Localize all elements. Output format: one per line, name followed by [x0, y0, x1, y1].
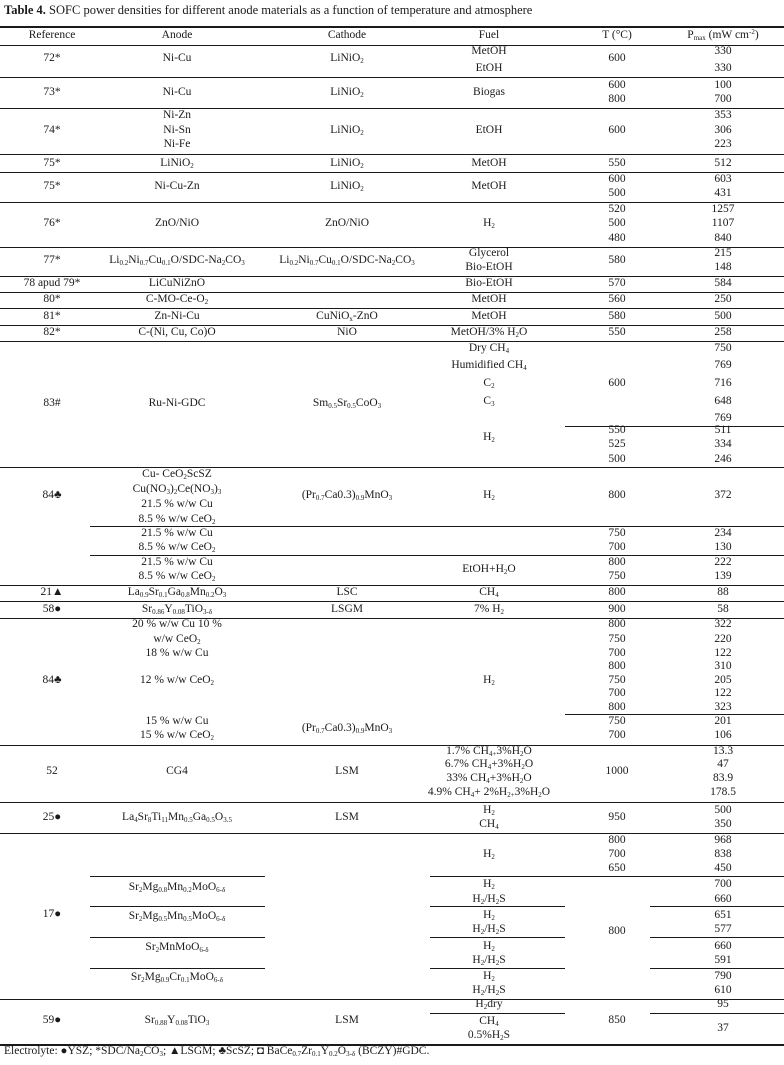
anode-cell: $C-MO-Ce-O_2$ [145, 293, 209, 306]
rule-line [0, 77, 784, 78]
rule-line [0, 618, 784, 619]
rule-line [90, 876, 265, 877]
temperature-cell: 600 [608, 377, 626, 389]
rule-line [0, 802, 784, 803]
power-density-cell: 512 [714, 157, 732, 169]
power-density-cell: 258 [714, 326, 732, 338]
reference-cell: 80* [43, 293, 61, 305]
rule-line [0, 247, 784, 248]
power-density-cell: 700 [714, 878, 732, 890]
anode-cell: CG4 [166, 765, 188, 777]
rule-line [650, 937, 784, 938]
power-density-cell: 603 [714, 173, 732, 185]
cathode-cell: LiNiO$_2$ [330, 86, 364, 99]
temperature-cell: 800 [608, 489, 626, 501]
temperature-cell: 600 [608, 79, 626, 91]
temperature-cell: 700 [608, 541, 626, 553]
power-density-cell: 148 [714, 261, 732, 273]
anode-cell: Ni-Zn [162, 109, 192, 121]
cathode-cell: LiNiO$_2$ [330, 180, 364, 193]
fuel-cell: MetOH [471, 157, 507, 169]
temperature-cell: 560 [608, 293, 626, 305]
table-footnote: Electrolyte: ●YSZ; $*SDC/Na_2CO_3$; ▲LSGM; ♣ScSZ; ◘ $BaCe_{0.7}Zr_{0.1}Y_{0.2}O_{3-\delta}$ (BCZY)#GDC. [4, 1045, 430, 1058]
cathode-cell: LSGM [331, 603, 363, 615]
fuel-cell: $H_2$ [483, 674, 495, 687]
power-density-cell: 250 [714, 293, 732, 305]
rule-line [0, 745, 784, 746]
reference-cell: 82* [43, 326, 61, 338]
reference-cell: 78 apud 79* [23, 277, 81, 289]
fuel-cell: Biogas [473, 86, 505, 98]
column-header: Reference [28, 29, 76, 41]
fuel-cell: $H_2$ [483, 848, 495, 861]
reference-cell: 81* [43, 310, 61, 322]
power-density-cell: 769 [714, 359, 732, 371]
rule-line [90, 555, 784, 556]
fuel-cell: Bio-EtOH [465, 277, 513, 289]
rule-line [0, 467, 784, 468]
anode-cell: 21.5 % w/w Cu [141, 556, 213, 568]
cathode-cell: NiO [337, 326, 357, 338]
rule-line [650, 906, 784, 907]
temperature-cell: 580 [608, 254, 626, 266]
fuel-cell: $H_2$ [483, 970, 495, 983]
cathode-cell: LSM [335, 1014, 359, 1026]
power-density-cell: 651 [714, 909, 732, 921]
reference-cell: 75* [43, 157, 61, 169]
power-density-cell: 838 [714, 848, 732, 860]
fuel-cell: $H_2$ [483, 878, 495, 891]
anode-cell: Ni-Cu [162, 52, 192, 64]
rule-line [90, 906, 265, 907]
anode-cell: $Cu(NO_3)_2Ce(NO_3)_3$ [132, 483, 222, 496]
temperature-cell: 650 [608, 862, 626, 874]
anode-cell: Ni-Fe [163, 138, 191, 150]
fuel-cell: $0.5\%H_2S$ [467, 1029, 511, 1042]
cathode-cell: $(Pr_{0.7}Ca0.3)_{0.9}MnO_3$ [301, 489, 393, 502]
reference-cell: 74* [43, 124, 61, 136]
cathode-cell: LiNiO$_2$ [330, 52, 364, 65]
power-density-cell: 201 [714, 715, 732, 727]
temperature-cell: 750 [608, 527, 626, 539]
temperature-cell: 800 [608, 556, 626, 568]
anode-cell: 21.5 % w/w Cu [141, 527, 213, 539]
power-density-cell: 222 [714, 556, 732, 568]
column-header: Fuel [478, 29, 500, 41]
reference-cell: 21▲ [40, 586, 64, 598]
power-density-cell: 968 [714, 834, 732, 846]
power-density-cell: 100 [714, 79, 732, 91]
anode-cell: $Sr_2Mg_{0.5}Mn_{0.5}MoO_{6-\delta}$ [128, 910, 226, 923]
reference-cell: 73* [43, 86, 61, 98]
rule-line [90, 937, 265, 938]
fuel-cell: MetOH [471, 180, 507, 192]
power-density-cell: 648 [714, 395, 732, 407]
power-density-cell: 610 [714, 984, 732, 996]
power-density-cell: 431 [714, 187, 732, 199]
power-density-cell: 83.9 [712, 772, 734, 784]
column-header: $P_{max}$ (mW $cm^{-2}$) [687, 28, 759, 42]
column-header: Cathode [327, 29, 367, 41]
anode-cell: ZnO/NiO [154, 217, 200, 229]
power-density-cell: 500 [714, 804, 732, 816]
fuel-cell: 7% $H_2$ [473, 603, 505, 616]
anode-cell: $Sr_{0.88}Y_{0.08}TiO_3$ [144, 1014, 210, 1027]
anode-cell: Ni-Cu [162, 86, 192, 98]
temperature-cell: 480 [608, 232, 626, 244]
temperature-cell: 1000 [605, 765, 629, 777]
rule-line [0, 26, 784, 28]
power-density-cell: 769 [714, 412, 732, 424]
power-density-cell: 450 [714, 862, 732, 874]
temperature-cell: 750 [608, 674, 626, 686]
temperature-cell: 800 [608, 586, 626, 598]
rule-line [0, 45, 784, 46]
reference-cell: 58● [42, 603, 62, 615]
power-density-cell: 223 [714, 138, 732, 150]
power-density-cell: 13.3 [712, 745, 734, 757]
rule-line [0, 292, 784, 293]
rule-line [650, 1013, 784, 1014]
temperature-cell: 525 [608, 438, 626, 450]
fuel-cell: Glycerol [468, 247, 510, 259]
temperature-cell: 500 [608, 453, 626, 465]
temperature-cell: 800 [608, 660, 626, 672]
fuel-cell: MetOH/3% $H_2O$ [450, 326, 528, 339]
rule-line [0, 601, 784, 602]
cathode-cell: LSM [335, 765, 359, 777]
anode-cell: 12 % w/w CeO$_2$ [139, 674, 215, 687]
fuel-cell: $H_2/H_2S$ [472, 984, 506, 997]
power-density-cell: 88 [717, 586, 729, 598]
caption-text: SOFC power densities for different anode materials as a function of temperature and atmosphere [45, 3, 533, 17]
anode-cell: 15 % w/w Cu [145, 715, 209, 727]
caption-label: Table 4. [4, 3, 46, 17]
cathode-cell: CuNiO$_x$-ZnO [316, 310, 378, 323]
power-density-cell: 750 [714, 342, 732, 354]
power-density-cell: 310 [714, 660, 732, 672]
power-density-cell: 350 [714, 818, 732, 830]
anode-cell: LiCuNiZnO [148, 277, 206, 289]
power-density-cell: 790 [714, 970, 732, 982]
rule-line [0, 325, 784, 326]
power-density-cell: 584 [714, 277, 732, 289]
reference-cell: 59● [42, 1014, 62, 1026]
reference-cell: 77* [43, 254, 61, 266]
fuel-cell: $EtOH+H_2O$ [462, 563, 516, 576]
column-header: Anode [161, 29, 193, 41]
anode-cell: 15 % w/w CeO$_2$ [139, 729, 215, 742]
power-density-cell: 122 [714, 647, 732, 659]
rule-line [430, 937, 565, 938]
anode-cell: 8.5 % w/w CeO$_2$ [138, 570, 216, 583]
rule-line [0, 585, 784, 586]
anode-cell: $Sr_2Mg_{0.9}Cr_{0.1}MoO_{6-\delta}$ [130, 971, 224, 984]
fuel-cell: $H_2/H_2S$ [472, 954, 506, 967]
power-density-cell: 130 [714, 541, 732, 553]
column-header: T (°C) [602, 29, 632, 41]
temperature-cell: 900 [608, 603, 626, 615]
temperature-cell: 600 [608, 173, 626, 185]
anode-cell: 8.5 % w/w CeO$_2$ [138, 541, 216, 554]
reference-cell: 72* [43, 52, 61, 64]
power-density-cell: 58 [717, 603, 729, 615]
temperature-cell: 550 [608, 157, 626, 169]
anode-cell: $Sr_{0.86}Y_{0.08}TiO_{3-\delta}$ [141, 603, 213, 616]
temperature-cell: 600 [608, 52, 626, 64]
power-density-cell: 220 [714, 633, 732, 645]
power-density-cell: 660 [714, 893, 732, 905]
fuel-cell: EtOH [475, 62, 503, 74]
rule-line [430, 876, 784, 877]
fuel-cell: $H_2/H_2S$ [472, 923, 506, 936]
power-density-cell: 234 [714, 527, 732, 539]
fuel-cell: $H_2$ [483, 489, 495, 502]
fuel-cell: MetOH [471, 293, 507, 305]
power-density-cell: 591 [714, 954, 732, 966]
power-density-cell: 37 [717, 1022, 729, 1034]
fuel-cell: 1.7% $CH_{4+}3\%H_2O$ [446, 745, 532, 758]
rule-line [0, 276, 784, 277]
power-density-cell: 1107 [711, 217, 735, 229]
power-density-cell: 322 [714, 618, 732, 630]
temperature-cell: 750 [608, 570, 626, 582]
power-density-cell: 215 [714, 247, 732, 259]
rule-line [650, 968, 784, 969]
reference-cell: 17● [42, 908, 62, 920]
temperature-cell: 800 [608, 93, 626, 105]
cathode-cell: LiNiO$_2$ [330, 124, 364, 137]
anode-cell: Ru-Ni-GDC [148, 397, 206, 409]
anode-cell: $Sr_2Mg_{0.8}Mn_{0.2}MoO_{6-\delta}$ [128, 881, 226, 894]
temperature-cell: 500 [608, 217, 626, 229]
anode-cell: LiNiO$_2$ [160, 157, 194, 170]
anode-cell: Ni-Sn [163, 124, 191, 136]
fuel-cell: $H_2$ [483, 940, 495, 953]
power-density-cell: 334 [714, 438, 732, 450]
anode-cell: C-(Ni, Cu, Co)O [138, 326, 216, 338]
cathode-cell: $(Pr_{0.7}Ca0.3)_{0.9}MnO_3$ [301, 722, 393, 735]
temperature-cell: 800 [608, 925, 626, 937]
cathode-cell: LiNiO$_2$ [330, 157, 364, 170]
temperature-cell: 600 [608, 124, 626, 136]
fuel-cell: 6.7% $CH_4+3\%H_2O$ [444, 758, 534, 771]
fuel-cell: 4.9% $CH_4+ 2\%H_{2+}3\%H_2O$ [427, 786, 551, 799]
power-density-cell: 700 [714, 93, 732, 105]
anode-cell: 20 % w/w Cu 10 % [132, 618, 222, 630]
fuel-cell: $C_3$ [483, 395, 495, 408]
temperature-cell: 570 [608, 277, 626, 289]
rule-line [0, 308, 784, 309]
power-density-cell: 372 [714, 489, 732, 501]
power-density-cell: 306 [714, 124, 732, 136]
power-density-cell: 840 [714, 232, 732, 244]
power-density-cell: 500 [714, 310, 732, 322]
reference-cell: 25● [42, 811, 62, 823]
power-density-cell: 716 [714, 377, 732, 389]
temperature-cell: 520 [608, 203, 626, 215]
rule-line [430, 906, 565, 907]
temperature-cell: 700 [608, 848, 626, 860]
rule-line [430, 1013, 565, 1014]
fuel-cell: $H_2$ [483, 804, 495, 817]
reference-cell: 52 [46, 765, 58, 777]
power-density-cell: 205 [714, 674, 732, 686]
rule-line [0, 341, 784, 342]
rule-line [0, 172, 784, 173]
temperature-cell: 800 [608, 701, 626, 713]
temperature-cell: 550 [608, 424, 626, 436]
power-density-cell: 95 [717, 998, 729, 1010]
temperature-cell: 950 [608, 811, 626, 823]
fuel-cell: $CH_4$ [479, 818, 499, 831]
fuel-cell: Bio-EtOH [465, 261, 513, 273]
rule-line [0, 999, 784, 1000]
power-density-cell: 178.5 [710, 786, 736, 798]
rule-line [90, 968, 265, 969]
power-density-cell: 330 [714, 45, 732, 57]
temperature-cell: 700 [608, 729, 626, 741]
rule-line [0, 833, 784, 834]
fuel-cell: $H_2$ [483, 431, 495, 444]
temperature-cell: 800 [608, 618, 626, 630]
temperature-cell: 750 [608, 715, 626, 727]
fuel-cell: MetOH [471, 310, 507, 322]
anode-cell: Ni-Cu-Zn [154, 180, 200, 192]
rule-line [0, 108, 784, 109]
fuel-cell: $CH_4$ [479, 586, 499, 599]
temperature-cell: 750 [608, 633, 626, 645]
reference-cell: 75* [43, 180, 61, 192]
fuel-cell: $H_2$ [483, 909, 495, 922]
rule-line [430, 968, 565, 969]
anode-cell: $Li_{0.2}Ni_{0.7}Cu_{0.1}O/SDC-Na_2CO_3$ [109, 254, 245, 267]
rule-line [565, 426, 784, 427]
power-density-cell: 323 [714, 701, 732, 713]
power-density-cell: 139 [714, 570, 732, 582]
cathode-cell: $Sm_{0.5}Sr_{0.5}CoO_3$ [312, 397, 382, 410]
power-density-cell: 353 [714, 109, 732, 121]
reference-cell: 84♣ [42, 489, 62, 501]
power-density-cell: 106 [714, 729, 732, 741]
temperature-cell: 550 [608, 326, 626, 338]
power-density-cell: 577 [714, 923, 732, 935]
reference-cell: 76* [43, 217, 61, 229]
fuel-cell: 33% $CH_4+3\%H_2O$ [446, 772, 532, 785]
anode-cell: Zn-Ni-Cu [154, 310, 200, 322]
anode-cell: 8.5 % w/w CeO$_2$ [138, 513, 216, 526]
power-density-cell: 47 [717, 758, 729, 770]
cathode-cell: LSC [336, 586, 358, 598]
fuel-cell: $H_2/H_2S$ [472, 893, 506, 906]
temperature-cell: 500 [608, 187, 626, 199]
anode-cell: w/w CeO$_2$ [153, 633, 201, 646]
cathode-cell: ZnO/NiO [324, 217, 370, 229]
fuel-cell: MetOH [471, 45, 507, 57]
temperature-cell: 800 [608, 834, 626, 846]
power-density-cell: 122 [714, 687, 732, 699]
reference-cell: 83# [43, 397, 61, 409]
fuel-cell: Dry $CH_4$ [468, 342, 510, 355]
fuel-cell: $C_2$ [483, 377, 495, 390]
anode-cell: $Sr_2MnMoO_{6-\delta}$ [145, 941, 209, 954]
rule-line [565, 714, 784, 715]
rule-line [0, 154, 784, 155]
anode-cell: Cu- CeO$_2$ScSZ [142, 468, 212, 481]
rule-line [90, 526, 784, 527]
cathode-cell: $Li_{0.2}Ni_{0.7}Cu_{0.1}O/SDC-Na_2CO_3$ [279, 254, 415, 267]
rule-line [0, 202, 784, 203]
anode-cell: $La_{0.9}Sr_{0.1}Ga_{0.8}Mn_{0.2}O_3$ [127, 586, 227, 599]
fuel-cell: $H_2dry$ [475, 998, 503, 1011]
fuel-cell: $H_2$ [483, 217, 495, 230]
fuel-cell: EtOH [475, 124, 503, 136]
temperature-cell: 700 [608, 647, 626, 659]
power-density-cell: 511 [714, 424, 732, 436]
cathode-cell: LSM [335, 811, 359, 823]
anode-cell: $La_4Sr_8Ti_{11}Mn_{0.5}Ga_{0.5}O_{3.5}$ [122, 811, 232, 824]
anode-cell: 18 % w/w Cu [145, 647, 209, 659]
temperature-cell: 580 [608, 310, 626, 322]
fuel-cell: $CH_4$ [479, 1015, 499, 1028]
anode-cell: 21.5 % w/w Cu [141, 498, 213, 510]
power-density-cell: 1257 [711, 203, 735, 215]
temperature-cell: 850 [608, 1014, 626, 1026]
power-density-cell: 330 [714, 62, 732, 74]
power-density-cell: 246 [714, 453, 732, 465]
reference-cell: 84♣ [42, 674, 62, 686]
power-density-cell: 660 [714, 940, 732, 952]
temperature-cell: 700 [608, 687, 626, 699]
fuel-cell: Humidified $CH_4$ [451, 359, 527, 372]
